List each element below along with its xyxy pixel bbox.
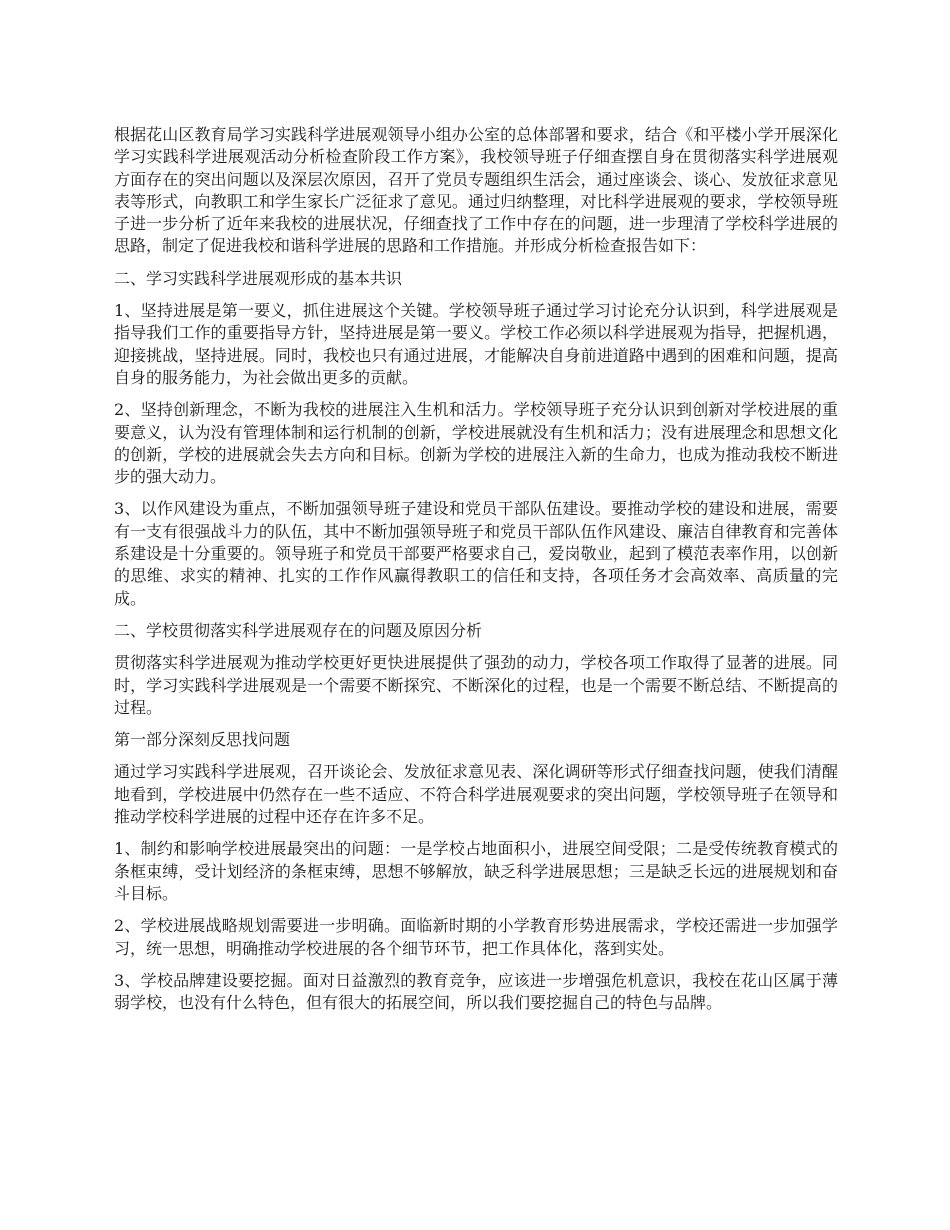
document-body xyxy=(114,124,838,1024)
intro-paragraph: 根据花山区教育局学习实践科学进展观领导小组办公室的总体部署和要求，结合《和平楼小学开展深化学习实践科学进展观活动分析检查阶段工作方案》，我校领导班子仔细查摆自身在贯彻落实科学进展观方面存在的突出问题以及深层次原因，召开了党员专题组织生活会，通过座谈会、谈心、发放征求意见表等形式，向教职工和学生家长广泛征求了意见。通过归纳整理，对比科学进展观的要求，学校领导班子进一步分析了近年来我校的进展状况，仔细查找了工作中存在的问题，进一步理清了学校科学进展的思路，制定了促进我校和谐科学进展的思路和工作措施。并形成分析检查报告如下： xyxy=(114,125,838,256)
problem-item-3: 3、学校品牌建设要挖掘。面对日益激烈的教育竞争，应该进一步增强危机意识，我校在花山区属于薄弱学校，也没有什么特色，但有很大的拓展空间，所以我们要挖掘自己的特色与品牌。 xyxy=(114,970,838,1013)
consensus-item-3: 3、以作风建设为重点，不断加强领导班子建设和党员干部队伍建设。要推动学校的建设和进展，需要有一支有很强战斗力的队伍，其中不断加强领导班子和党员干部队伍作风建设、廉洁自律教育和完善体系建设是十分重要的。领导班子和党员干部要严格要求自己，爱岗敬业，起到了模范表率作用，以创新的思维、求实的精神、扎实的工作作风赢得教职工的信任和支持，各项任务才会高效率、高质量的完成。 xyxy=(114,499,838,608)
problem-item-1: 1、制约和影响学校进展最突出的问题：一是学校占地面积小，进展空间受限；二是受传统教育模式的条框束缚，受计划经济的条框束缚，思想不够解放，缺乏科学进展思想；三是缺乏长远的进展规划和奋斗目标。 xyxy=(114,839,838,903)
problem-item-2: 2、学校进展战略规划需要进一步明确。面临新时期的小学教育形势进展需求，学校还需进一步加强学习，统一思想，明确推动学校进展的各个细节环节，把工作具体化，落到实处。 xyxy=(114,916,838,958)
section-heading-problems: 二、学校贯彻落实科学进展观存在的问题及原因分析 xyxy=(114,620,483,640)
section-heading-consensus: 二、学习实践科学进展观形成的基本共识 xyxy=(114,268,403,288)
problems-intro-paragraph: 贯彻落实科学进展观为推动学校更好更快进展提供了强劲的动力，学校各项工作取得了显著的进展。同时，学习实践科学进展观是一个需要不断探究、不断深化的过程，也是一个需要不断总结、不断提高的过程。 xyxy=(114,653,838,717)
subsection-heading-reflection: 第一部分深刻反思找问题 xyxy=(114,730,291,750)
consensus-item-1: 1、坚持进展是第一要义，抓住进展这个关键。学校领导班子通过学习讨论充分认识到，科学进展观是指导我们工作的重要指导方针，坚持进展是第一要义。学校工作必须以科学进展观为指导，把握机遇，迎接挑战，坚持进展。同时，我校也只有通过进展，才能解决自身前进道路中遇到的困难和问题，提高自身的服务能力，为社会做出更多的贡献。 xyxy=(114,301,838,387)
reflection-paragraph: 通过学习实践科学进展观，召开谈论会、发放征求意见表、深化调研等形式仔细查找问题，使我们清醒地看到，学校进展中仍然存在一些不适应、不符合科学进展观要求的突出问题，学校领导班子在领导和推动学校科学进展的过程中还存在许多不足。 xyxy=(114,762,838,827)
consensus-item-2: 2、坚持创新理念，不断为我校的进展注入生机和活力。学校领导班子充分认识到创新对学校进展的重要意义，认为没有管理体制和运行机制的创新，学校进展就没有生机和活力；没有进展理念和思想文化的创新，学校的进展就会失去方向和目标。创新为学校的进展注入新的生命力，也成为推动我校不断进步的强大动力。 xyxy=(114,400,838,487)
